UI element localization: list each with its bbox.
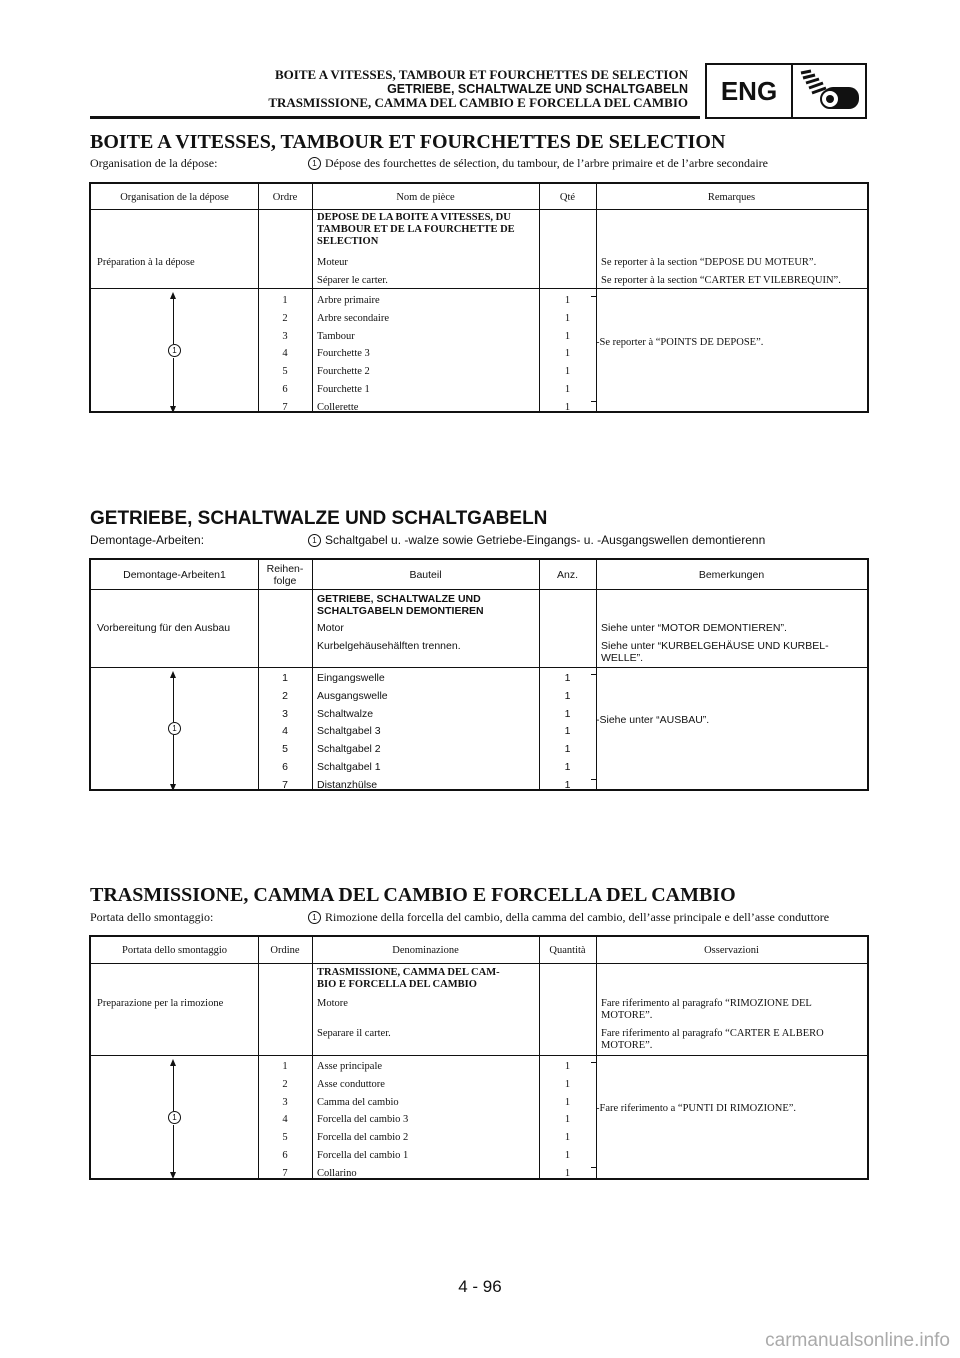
qty-cell: 1 <box>564 707 571 720</box>
header-titles <box>268 68 688 110</box>
order-cell: 3 <box>282 1096 288 1108</box>
section-title-fr: BOITE A VITESSES, TAMBOUR ET FOURCHETTES DE SELECTION <box>90 131 726 153</box>
order-cell: 7 <box>282 778 288 791</box>
org-label: Demontage-Arbeiten: <box>90 533 205 547</box>
qty-col <box>539 1058 596 1183</box>
qty-cell: 1 <box>564 725 571 738</box>
order-cell: 4 <box>282 348 288 360</box>
part-cell: Schaltgabel 1 <box>317 760 381 773</box>
qty-cell: 1 <box>564 672 571 684</box>
col-header: Anz. <box>556 569 578 581</box>
order-cell: 1 <box>282 295 288 306</box>
prep-label: Préparation à la dépose <box>97 257 195 268</box>
prep-remark: Se reporter à la section “CARTER ET VILEBREQUIN”. <box>601 275 841 286</box>
order-cell: 6 <box>282 760 288 773</box>
part-cell: Fourchette 2 <box>317 366 370 378</box>
part-cell: Forcella del cambio 1 <box>317 1149 409 1161</box>
prep-part: Motor <box>317 622 344 634</box>
part-cell: Camma del cambio <box>317 1096 399 1108</box>
watermark: carmanualsonline.info <box>765 1330 950 1351</box>
circled-number: 1 <box>308 157 321 170</box>
order-cell: 4 <box>282 1114 288 1126</box>
qty-cell: 1 <box>564 366 571 378</box>
qty-cell: 1 <box>564 295 571 306</box>
section-title-de: GETRIEBE, SCHALTWALZE UND SCHALTGABELN <box>90 508 548 529</box>
removal-table-fr <box>89 182 869 413</box>
qty-cell: 1 <box>564 401 571 413</box>
order-cell: 2 <box>282 689 288 702</box>
col-header: Remarques <box>707 192 756 203</box>
qty-cell: 1 <box>564 383 571 395</box>
org-desc: Schaltgabel u. -walze sowie Getriebe-Eingangs- u. -Ausgangswellen demontierenn <box>325 533 766 547</box>
eng-label: ENG <box>707 65 793 117</box>
col-header: Qté <box>559 192 576 203</box>
order-cell: 5 <box>282 366 288 378</box>
order-cell: 5 <box>282 743 288 756</box>
col-header: Portata dello smontaggio <box>122 945 227 956</box>
group-remark: -Fare riferimento a “PUNTI DI RIMOZIONE”. <box>596 1103 797 1114</box>
header-line-it: TRASMISSIONE, CAMMA DEL CAMBIO E FORCELLA DEL CAMBIO <box>268 95 688 110</box>
part-cell: Tambour <box>317 330 355 342</box>
group-remark: -Siehe unter “AUSBAU”. <box>596 714 710 726</box>
col-header: Organisation de la dépose <box>120 192 229 203</box>
qty-cell: 1 <box>564 689 571 702</box>
part-cell: Asse conduttore <box>317 1078 385 1090</box>
prep-remark: Siehe unter “KURBELGEHÄUSE UND KURBEL- WELLE”. <box>601 640 829 664</box>
eng-badge <box>705 63 867 119</box>
circled-number: 1 <box>168 722 181 735</box>
col-header: Demontage-Arbeiten1 <box>123 569 226 581</box>
part-cell: Schaltgabel 3 <box>317 725 381 738</box>
prep-part: Kurbelgehäusehälften trennen. <box>317 640 461 652</box>
group-bracket <box>591 1062 597 1168</box>
part-cell: Collarino <box>317 1167 357 1179</box>
qty-col <box>539 670 596 795</box>
org-desc-line <box>308 910 829 925</box>
group-remark: -Se reporter à “POINTS DE DEPOSE”. <box>596 337 764 348</box>
page-number: 4 - 96 <box>458 1277 502 1296</box>
page-header <box>90 64 700 122</box>
circled-number: 1 <box>168 1111 181 1124</box>
org-label: Organisation de la dépose: <box>90 156 218 170</box>
part-cell: Schaltgabel 2 <box>317 743 381 756</box>
qty-cell: 1 <box>564 778 571 791</box>
group-marker <box>168 722 185 735</box>
header-line-fr: BOITE A VITESSES, TAMBOUR ET FOURCHETTES DE SELECTION <box>274 67 688 82</box>
order-cell: 6 <box>282 1149 288 1161</box>
order-cell: 2 <box>282 1078 288 1090</box>
circled-number: 1 <box>308 534 321 547</box>
qty-cell: 1 <box>564 330 571 342</box>
qty-cell: 1 <box>564 1096 571 1108</box>
prep-remark: Se reporter à la section “DEPOSE DU MOTEUR”. <box>601 257 817 268</box>
group-bracket <box>591 296 597 402</box>
prep-title: TRASMISSIONE, CAMMA DEL CAM- BIO E FORCELLA DEL CAMBIO <box>317 967 500 990</box>
qty-cell: 1 <box>564 348 571 360</box>
org-desc: Dépose des fourchettes de sélection, du tambour, de l’arbre primaire et de l’arbre secondaire <box>325 156 768 170</box>
org-desc-line <box>308 533 765 547</box>
part-cell: Fourchette 1 <box>317 383 370 395</box>
part-cell: Forcella del cambio 3 <box>317 1114 409 1126</box>
org-label: Portata dello smontaggio: <box>90 910 214 924</box>
order-cell: 6 <box>282 383 288 395</box>
col-header: Ordine <box>270 945 300 956</box>
header-line-de: GETRIEBE, SCHALTWALZE UND SCHALTGABELN <box>387 82 688 96</box>
qty-cell: 1 <box>564 760 571 773</box>
order-cell: 2 <box>282 312 288 324</box>
order-cell: 3 <box>282 707 288 720</box>
header-rule <box>90 116 700 119</box>
col-header: Quantità <box>549 945 586 956</box>
qty-cell: 1 <box>564 312 571 324</box>
qty-cell: 1 <box>564 1149 571 1161</box>
col-header: Osservazioni <box>704 945 759 956</box>
part-cell: Arbre secondaire <box>317 312 390 324</box>
col-header: Denominazione <box>392 945 459 956</box>
part-cell: Collerette <box>317 401 359 413</box>
part-cell: Ausgangswelle <box>317 689 388 702</box>
org-desc-line <box>308 156 768 171</box>
qty-col <box>539 292 596 417</box>
part-cell: Fourchette 3 <box>317 348 370 360</box>
qty-cell: 1 <box>564 1167 571 1179</box>
order-col <box>258 1058 312 1183</box>
order-cell: 1 <box>282 1061 288 1072</box>
col-header: Ordre <box>272 192 298 203</box>
order-cell: 7 <box>282 1167 288 1179</box>
prep-remark: Fare riferimento al paragrafo “CARTER E ALBERO MOTORE”. <box>601 1028 824 1051</box>
order-cell: 7 <box>282 401 288 413</box>
qty-cell: 1 <box>564 1061 571 1072</box>
part-cell: Forcella del cambio 2 <box>317 1132 409 1144</box>
part-col <box>317 1058 408 1183</box>
removal-table-it <box>89 935 869 1180</box>
part-cell: Distanzhülse <box>317 778 378 791</box>
col-header: Nom de pièce <box>396 192 455 203</box>
prep-part: Moteur <box>317 257 348 268</box>
part-col <box>317 292 389 417</box>
qty-cell: 1 <box>564 1132 571 1144</box>
group-marker <box>168 1111 185 1125</box>
prep-label: Preparazione per la rimozione <box>97 998 224 1009</box>
order-col <box>258 292 312 417</box>
prep-part: Séparer le carter. <box>317 275 388 286</box>
qty-cell: 1 <box>564 1114 571 1126</box>
col-header: Bauteil <box>409 569 442 581</box>
col-header: Reihen- folge <box>266 563 304 587</box>
qty-cell: 1 <box>564 1078 571 1090</box>
prep-remark: Siehe unter “MOTOR DEMONTIEREN”. <box>601 622 787 634</box>
circled-number: 1 <box>308 911 321 924</box>
group-bracket <box>591 674 597 780</box>
removal-table-de <box>89 558 869 791</box>
prep-part: Motore <box>317 998 348 1009</box>
part-col <box>317 670 388 795</box>
part-cell: Arbre primaire <box>317 295 380 306</box>
order-cell: 4 <box>282 725 288 738</box>
section-title-it: TRASMISSIONE, CAMMA DEL CAMBIO E FORCELLA DEL CAMBIO <box>90 884 736 906</box>
prep-title: DEPOSE DE LA BOITE A VITESSES, DU TAMBOUR ET DE LA FOURCHETTE DE SELECTION <box>317 212 515 247</box>
order-cell: 5 <box>282 1132 288 1144</box>
qty-cell: 1 <box>564 743 571 756</box>
part-cell: Asse principale <box>317 1061 383 1072</box>
prep-title: GETRIEBE, SCHALTWALZE UND SCHALTGABELN DEMONTIEREN <box>317 593 484 617</box>
org-desc: Rimozione della forcella del cambio, della camma del cambio, dell’asse principale e dell’asse conduttore <box>325 910 830 924</box>
col-header: Bemerkungen <box>698 569 765 581</box>
prep-part: Separare il carter. <box>317 1028 391 1039</box>
prep-label: Vorbereitung für den Ausbau <box>97 622 231 634</box>
order-cell: 3 <box>282 330 288 342</box>
order-col <box>258 670 312 795</box>
group-marker <box>168 344 185 358</box>
part-cell: Schaltwalze <box>317 707 374 720</box>
bolt-icon <box>793 67 865 115</box>
prep-remark: Fare riferimento al paragrafo “RIMOZIONE DEL MOTORE”. <box>601 998 812 1021</box>
part-cell: Eingangswelle <box>317 672 385 684</box>
order-cell: 1 <box>282 672 288 684</box>
circled-number: 1 <box>168 344 181 357</box>
